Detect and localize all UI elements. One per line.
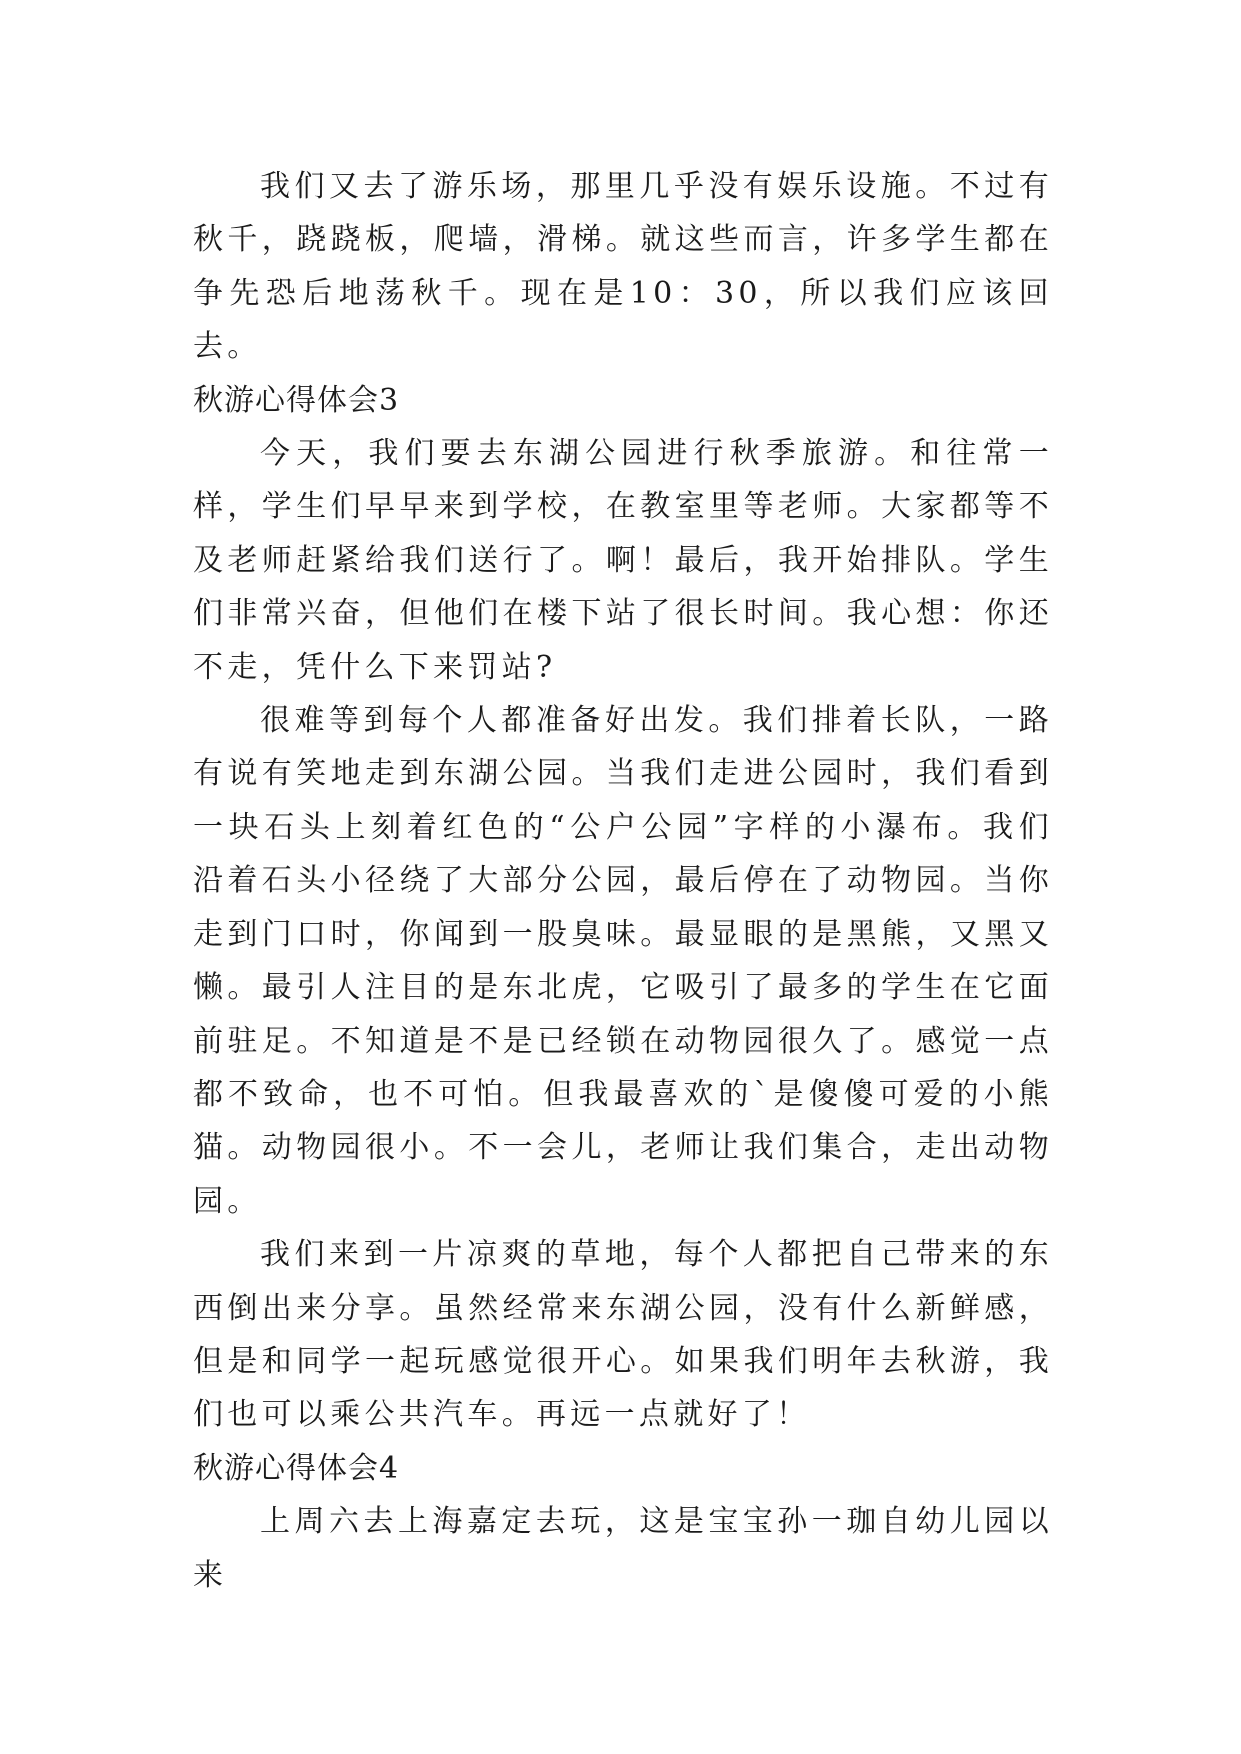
paragraph-picnic: 我们来到一片凉爽的草地，每个人都把自己带来的东西倒出来分享。虽然经常来东湖公园，没有什么新鲜感，但是和同学一起玩感觉很开心。如果我们明年去秋游，我们也可以乘公共汽车。再远一点就好了！	[193, 1237, 1053, 1433]
document-page	[193, 160, 1053, 1602]
section-heading-3: 秋游心得体会3	[193, 382, 400, 418]
section-heading-4: 秋游心得体会4	[193, 1450, 400, 1486]
paragraph-zoo: 很难等到每个人都准备好出发。我们排着长队，一路有说有笑地走到东湖公园。当我们走进公园时，我们看到一块石头上刻着红色的“公户公园”字样的小瀑布。我们沿着石头小径绕了大部分公园，最后停在了动物园。当你走到门口时，你闻到一股臭味。最显眼的是黑熊，又黑又懒。最引人注目的是东北虎，它吸引了最多的学生在它面前驻足。不知道是不是已经锁在动物园很久了。感觉一点都不致命，也不可怕。但我最喜欢的`是傻傻可爱的小熊猫。动物园很小。不一会儿，老师让我们集合，走出动物园。	[193, 703, 1053, 1219]
paragraph-playground: 我们又去了游乐场，那里几乎没有娱乐设施。不过有秋千，跷跷板，爬墙，滑梯。就这些而言，许多学生都在争先恐后地荡秋千。现在是10：30，所以我们应该回去。	[193, 169, 1053, 365]
paragraph-jiading: 上周六去上海嘉定去玩，这是宝宝孙一珈自幼儿园以来	[193, 1504, 1053, 1593]
paragraph-departure: 今天，我们要去东湖公园进行秋季旅游。和往常一样，学生们早早来到学校，在教室里等老师。大家都等不及老师赶紧给我们送行了。啊！最后，我开始排队。学生们非常兴奋，但他们在楼下站了很长时间。我心想：你还不走，凭什么下来罚站?	[193, 436, 1053, 685]
